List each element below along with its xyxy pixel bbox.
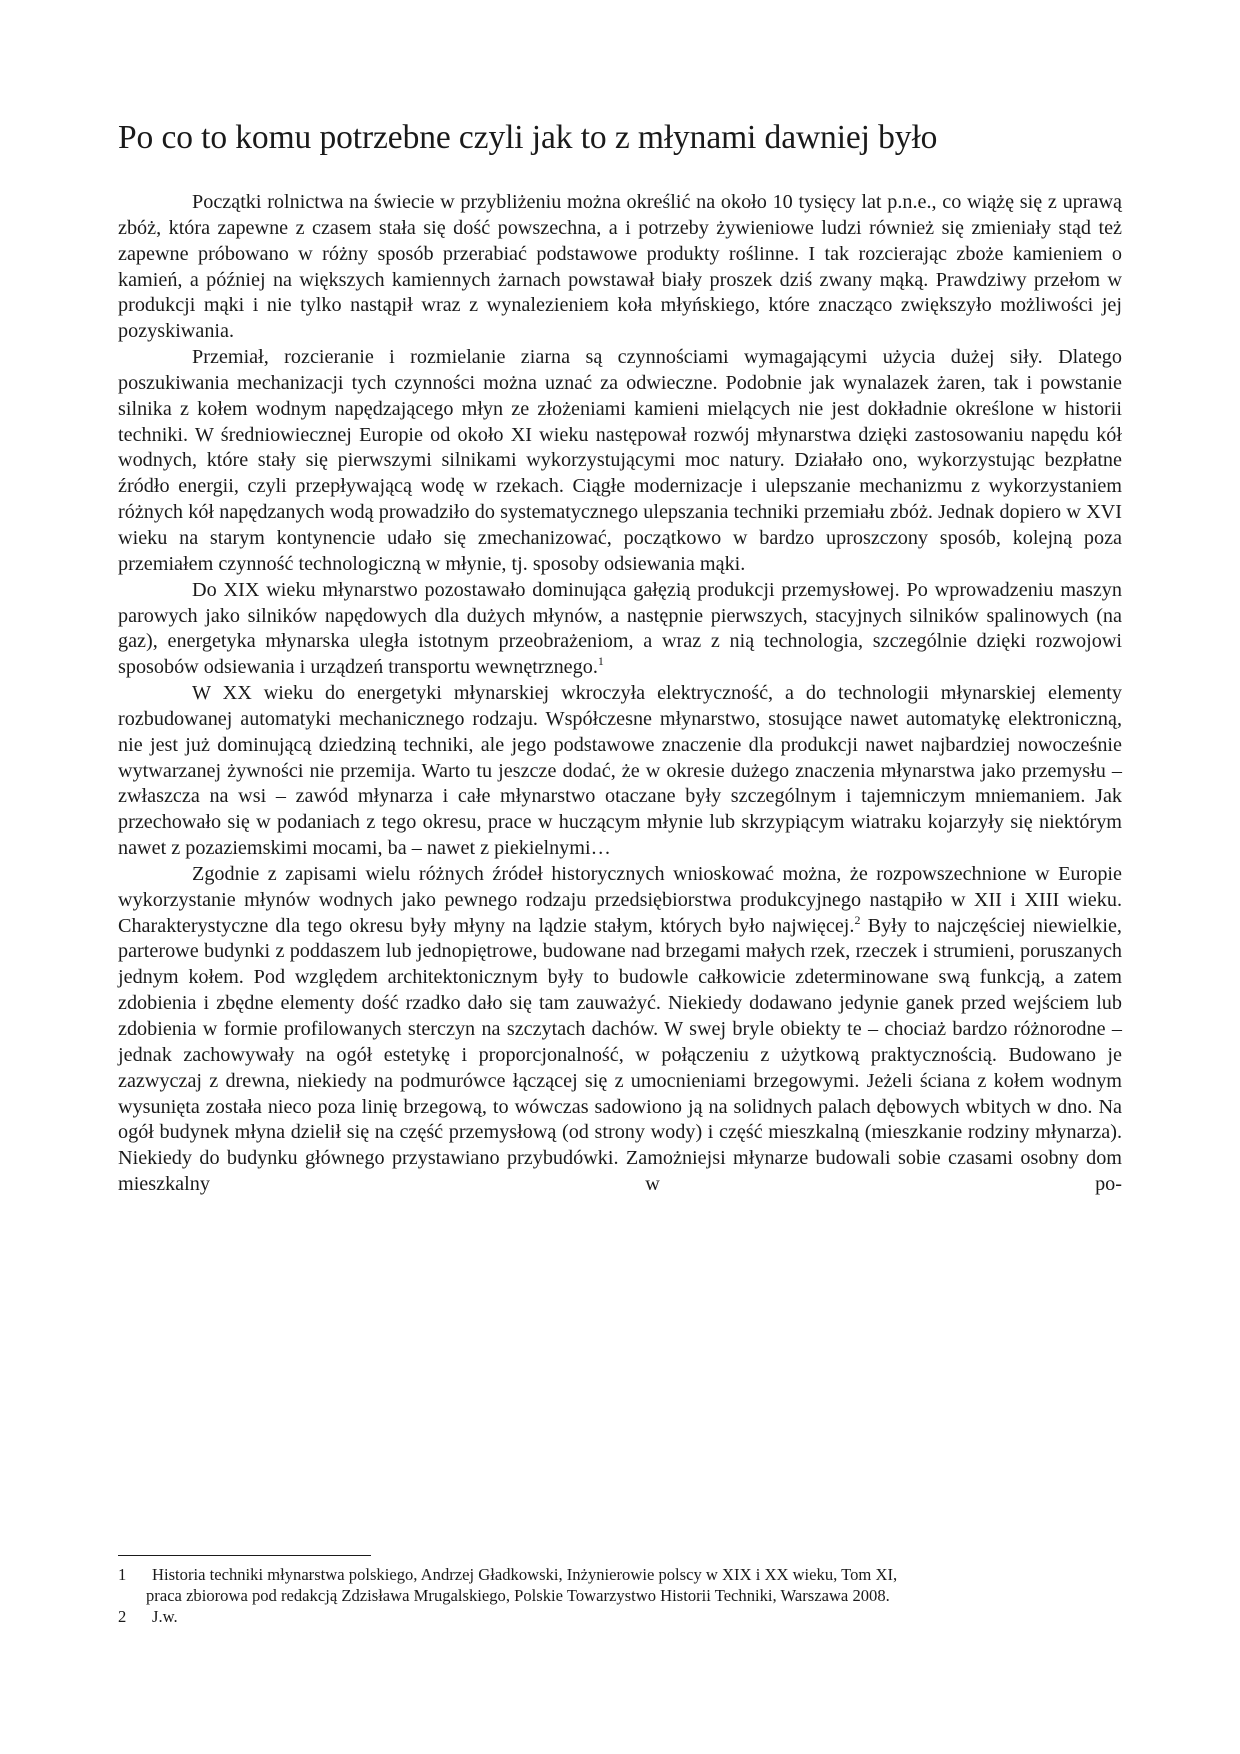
footnote-number: 1: [118, 1565, 127, 1584]
paragraph-4: [118, 681, 1122, 862]
paragraph-1: [118, 190, 1122, 345]
footnote-line: J.w.: [152, 1607, 178, 1626]
page-title: Po co to komu potrzebne czyli jak to z młynami dawniej było: [118, 119, 938, 156]
footnote-separator: [118, 1555, 371, 1556]
footnote-text: [146, 1564, 1122, 1606]
paragraph-text: Zgodnie z zapisami wielu różnych źródeł historycznych wnioskować można, że rozpowszechnione w Europie wykorzystanie młynów wodnych jako pewnego rodzaju przedsiębiorstwa produkcyjnego nastąpiło w XII i XIII wieku. Charakterystyczne dla tego okresu były młyny na lądzie stałym, których było najwięcej.: [118, 862, 1122, 937]
footnote-number: 2: [118, 1607, 127, 1626]
body-text: [118, 190, 1122, 1198]
paragraph-text: W XX wieku do energetyki młynarskiej wkroczyła elektryczność, a do technologii młynarskiej elementy rozbudowanej automatyki mechanicznego rodzaju. Współczesne młynarstwo, stosujące nawet automatykę elektroniczną, nie jest już dominującą dziedziną techniki, ale jego podstawowe znaczenie dla produkcji nawet najbardziej nowocześnie wytwarzanej żywności nie przemija. Warto tu jeszcze dodać, że w okresie dużego znaczenia młynarstwa jako przemysłu – zwłaszcza na wsi – zawód młynarza i całe młynarstwo otaczane były szczególnym i tajemniczym mniemaniem. Jak przechowało się w podaniach z tego okresu, prace w huczącym młynie lub skrzypiącym wiatraku kojarzyły się niektórym nawet z pozaziemskimi mocami, ba – nawet z piekielnymi…: [118, 682, 1122, 860]
footnote-2: [118, 1606, 1122, 1627]
paragraph-text: Początki rolnictwa na świecie w przybliżeniu można określić na około 10 tysięcy lat p.n.e., co wiążę się z uprawą zbóż, która zapewne z czasem stała się dość powszechna, a i potrzeby żywieniowe ludzi również się zmieniały stąd też zapewne próbowano w różny sposób przerabiać podstawowe produkty roślinne. I tak rozcierając zboże kamieniem o kamień, a później na większych kamiennych żarnach powstawał biały proszek dziś zwany mąką. Prawdziwy przełom w produkcji mąki i nie tylko nastąpił wraz z wynalezieniem koła młyńskiego, które znacząco zwiększyło możliwości jej pozyskiwania.: [118, 191, 1122, 343]
paragraph-text: Przemiał, rozcieranie i rozmielanie ziarna są czynnościami wymagającymi użycia dużej siły. Dlatego poszukiwania mechanizacji tych czynności można uznać za odwieczne. Podobnie jak wynalazek żaren, tak i powstanie silnika z kołem wodnym napędzającego młyn ze złożeniami kamieni mielących nie jest dokładnie określone w historii techniki. W średniowiecznej Europie od około XI wieku następował rozwój młynarstwa dzięki zastosowaniu napędu kół wodnych, które stały się pierwszymi silnikami wykorzystującymi moc natury. Działało ono, wykorzystując bezpłatne źródło energii, czyli przepływającą wodę w rzekach. Ciągłe modernizacje i ulepszanie mechanizmu z wykorzystaniem różnych kół napędzanych wodą prowadziło do systematycznego ulepszania techniki przemiału zbóż. Jednak dopiero w XVI wieku na starym kontynencie udało się zmechanizować, początkowo w bardzo uproszczony sposób, kolejną poza przemiałem czynność technologiczną w młynie, tj. sposoby odsiewania mąki.: [118, 346, 1122, 575]
paragraph-text: Były to najczęściej niewielkie, parterowe budynki z poddaszem lub jednopiętrowe, budowane nad brzegami małych rzek, rzeczek i strumieni, poruszanych jednym kołem. Pod względem architektonicznym były to budowle całkowicie zdeterminowane swą funkcją, a zatem zdobienia i zbędne elementy dość rzadko dało się tam zauważyć. Niekiedy dodawano jedynie ganek przed wejściem lub zdobienia w formie profilowanych sterczyn na szczytach dachów. W swej bryle obiekty te – chociaż bardzo różnorodne – jednak zachowywały na ogół estetykę i proporcjonalność, w połączeniu z użytkową praktycznością. Budowano je zazwyczaj z drewna, niekiedy na podmurówce łączącej się z umocnieniami brzegowymi. Jeżeli ściana z kołem wodnym wysunięta została nieco poza linię brzegową, to wówczas sadowiono ją na solidnych palach dębowych wbitych w dno. Na ogół budynek młyna dzielił się na część przemysłową (od strony wody) i część mieszkalną (mieszkanie rodziny młynarza). Niekiedy do budynku głównego przystawiano przybudówki. Zamożniejsi młynarze budowali sobie czasami osobny dom mieszkalny w po-: [118, 914, 1122, 1196]
paragraph-3: [118, 578, 1122, 681]
paragraph-text: Do XIX wieku młynarstwo pozostawało dominująca gałęzią produkcji przemysłowej. Po wprowadzeniu maszyn parowych jako silników napędowych dla dużych młynów, a następnie pierwszych, stacyjnych silników spalinowych (na gaz), energetyka młynarska uległa istotnym przeobrażeniom, a wraz z nią technologia, szczególnie dzięki rozwojowi sposobów odsiewania i urządzeń transportu wewnętrznego.: [118, 578, 1122, 679]
footnote-1: [118, 1564, 1122, 1606]
footnote-line: Historia techniki młynarstwa polskiego, Andrzej Gładkowski, Inżynierowie polscy w XIX i XX wieku, Tom XI,: [152, 1565, 898, 1584]
footnote-reference-1[interactable]: 1: [597, 654, 604, 669]
footnote-text: [149, 1606, 1122, 1627]
paragraph-5: [118, 862, 1122, 1198]
footnotes: [118, 1564, 1122, 1627]
paragraph-2: [118, 345, 1122, 578]
footnote-reference-2[interactable]: 2: [854, 912, 861, 927]
footnote-line: praca zbiorowa pod redakcją Zdzisława Mrugalskiego, Polskie Towarzystwo Historii Techniki, Warszawa 2008.: [146, 1586, 890, 1605]
